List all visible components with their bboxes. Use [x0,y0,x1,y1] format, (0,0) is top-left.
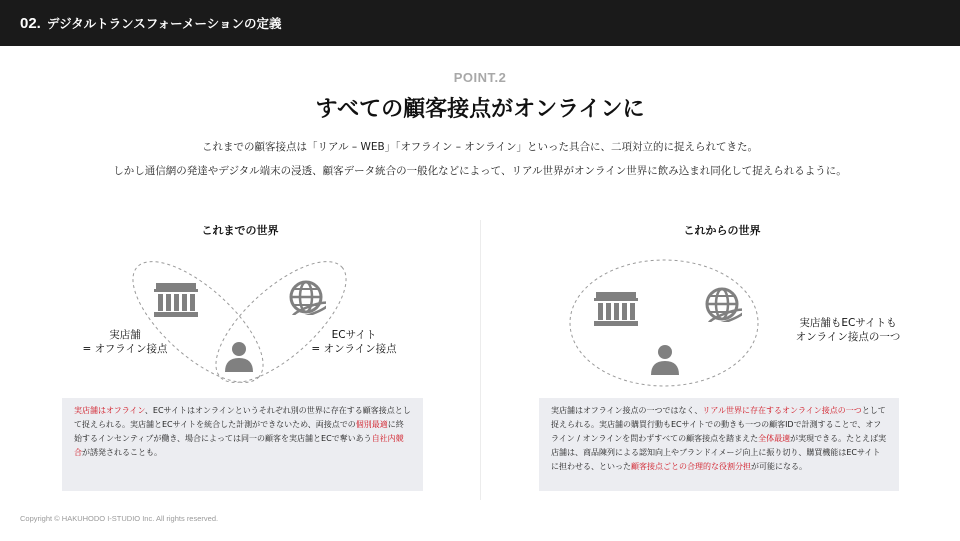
left-text-red-3: 個別最適 [355,420,388,429]
ec-label-line-1: ECサイト [331,329,377,341]
right-text-3: として捉えられる。実店舗の購買行動もECサイトでの動きも一つの顧客IDで計測することで、オフライン / オンラインを問わずすべての顧客接点を踏まえた [551,406,886,443]
left-text-2: 、ECサイトはオンラインというそれぞれ別の世界に存在する顧客接点として捉えられる。実店舗とECサイトを統合した計測ができないため、両接点での [74,406,411,429]
person-icon [650,344,680,375]
right-text-5: が実現できる。たとえば実店舗は、商品陳列による認知向上やブランドイメージ向上に振り切り、購買機能はECサイトに担わせる、といった [551,434,887,471]
left-text-red-1: 実店舗はオフライン [74,406,145,415]
headline: すべての顧客接点がオンラインに [315,97,645,122]
right-text-7: が可能になる。 [751,462,807,471]
ec-label-line-2: = オンライン接点 [311,343,397,355]
right-text-red-6: 顧客接点ごとの合理的な役割分担 [631,462,751,471]
copyright: Copyright © HAKUHODO I-STUDIO Inc. All rights reserved. [20,514,219,523]
store-label-line-2: = オフライン接点 [82,343,168,355]
unified-label-line-1: 実店舗もECサイトも [799,317,897,329]
description-line-1: これまでの顧客接点は「リアル – WEB」「オフライン – オンライン」といった具合に、二項対立的に捉えられてきた。 [202,141,758,153]
right-explanation-box [539,398,899,491]
unified-label [783,316,913,344]
right-text-red-4: 全体最適 [758,434,791,443]
globe-icon [702,286,742,322]
section-title: デジタルトランスフォーメーションの定義 [46,16,282,31]
left-text-red-5: 自社内競合 [74,434,404,457]
section-number: 02. [20,14,41,32]
store-icon [594,292,638,326]
description-line-2: しかし通信網の発達やデジタル端末の浸透、顧客データ統合の一般化などによって、リアル世界がオンライン世界に飲み込まれ同化して捉えられるように。 [113,165,847,177]
left-text-4: に終始するインセンティブが働き、場合によっては同一の顧客を実店舗とECで奪いあう [74,420,404,443]
right-text-1: 実店舗はオフライン接点の一つではなく、 [551,406,703,415]
left-text-6: が誘発されることも。 [82,448,162,457]
store-label-line-1: 実店舗 [109,329,141,341]
unified-label-line-2: オンライン接点の一つ [795,331,901,343]
left-section-title: これまでの世界 [201,224,279,237]
point-label: POINT.2 [453,70,507,85]
right-text-red-2: リアル世界に存在するオンライン接点の一つ [702,406,862,415]
right-section-title: これからの世界 [683,224,761,237]
